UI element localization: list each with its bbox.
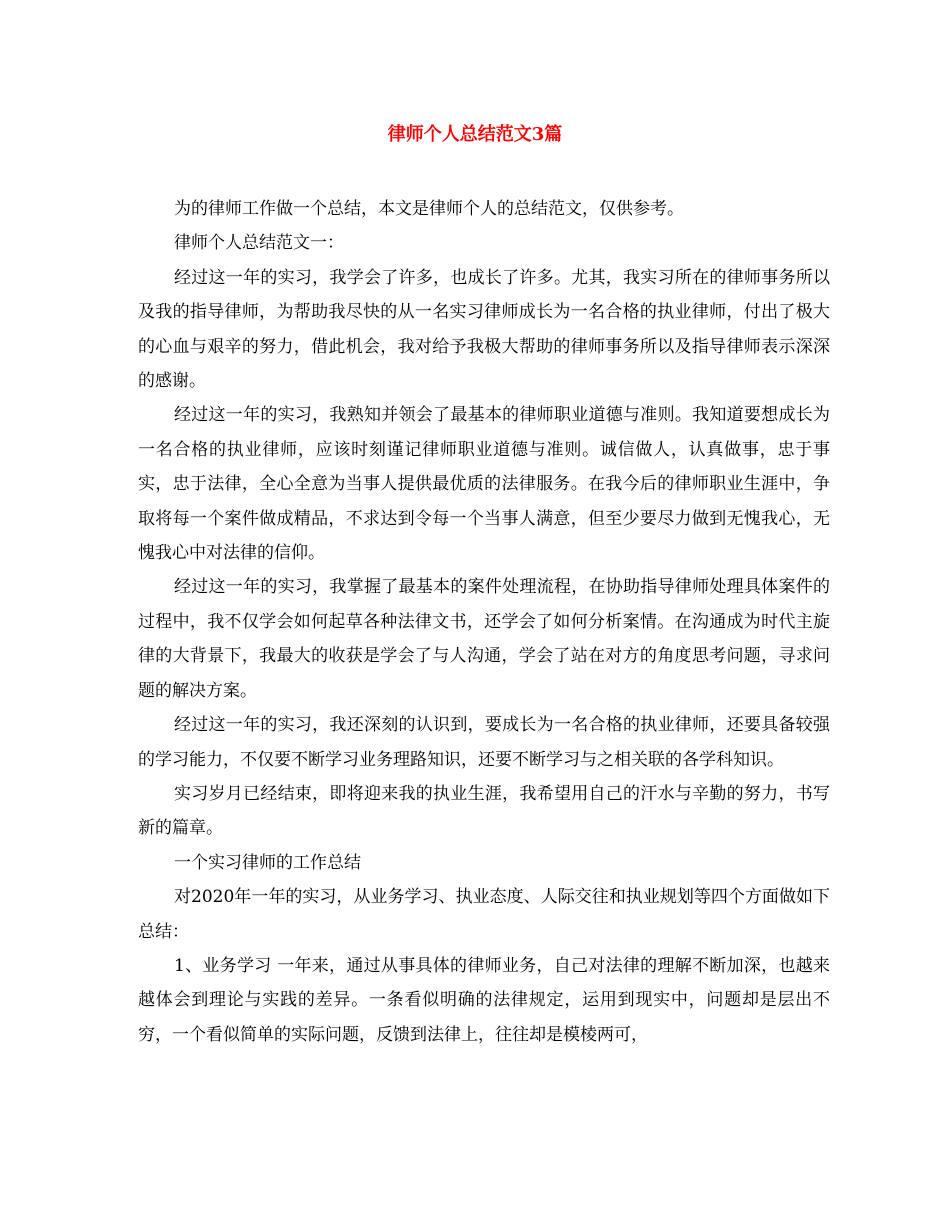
document-title: 律师个人总结范文3篇 xyxy=(387,124,563,145)
paragraph: 1、业务学习 一年来，通过从事具体的律师业务，自己对法律的理解不断加深，也越来越体会到理论与实践的差异。一条看似明确的法律规定，运用到现实中，问题却是层出不穷，一个看似简单的实际问题，反馈到法律上，往往却是模棱两可， xyxy=(138,955,830,1045)
paragraph-intro: 为的律师工作做一个总结，本文是律师个人的总结范文，仅供参考。 xyxy=(174,199,684,219)
paragraph: 实习岁月已经结束，即将迎来我的执业生涯，我希望用自己的汗水与辛勤的努力，书写新的篇章。 xyxy=(138,783,830,839)
paragraph: 对2020年一年的实习，从业务学习、执业态度、人际交往和执业规划等四个方面做如下总结： xyxy=(138,887,830,942)
paragraph: 经过这一年的实习，我还深刻的认识到，要成长为一名合格的执业律师，还要具备较强的学习能力，不仅要不断学习业务理路知识，还要不断学习与之相关联的各学科知识。 xyxy=(138,715,830,770)
paragraph: 经过这一年的实习，我熟知并领会了最基本的律师职业道德与准则。我知道要想成长为一名合格的执业律师，应该时刻谨记律师职业道德与准则。诚信做人，认真做事，忠于事实，忠于法律，全心全意为当事人提供最优质的法律服务。在我今后的律师职业生涯中，争取将每一个案件做成精品，不求达到令每一个当事人满意，但至少要尽力做到无愧我心，无愧我心中对法律的信仰。 xyxy=(138,405,830,564)
paragraph-section-heading: 律师个人总结范文一： xyxy=(174,233,344,254)
document-body xyxy=(138,192,830,1052)
paragraph: 经过这一年的实习，我学会了许多，也成长了许多。尤其，我实习所在的律师事务所以及我的指导律师，为帮助我尽快的从一名实习律师成长为一名合格的执业律师，付出了极大的心血与艰辛的努力，借此机会，我对给予我极大帮助的律师事务所以及指导律师表示深深的感谢。 xyxy=(138,267,830,392)
paragraph: 经过这一年的实习，我掌握了最基本的案件处理流程，在协助指导律师处理具体案件的过程中，我不仅学会如何起草各种法律文书，还学会了如何分析案情。在沟通成为时代主旋律的大背景下，我最大的收获是学会了与人沟通，学会了站在对方的角度思考问题，寻求问题的解决方案。 xyxy=(138,577,830,701)
paragraph-subheading: 一个实习律师的工作总结 xyxy=(174,852,361,873)
